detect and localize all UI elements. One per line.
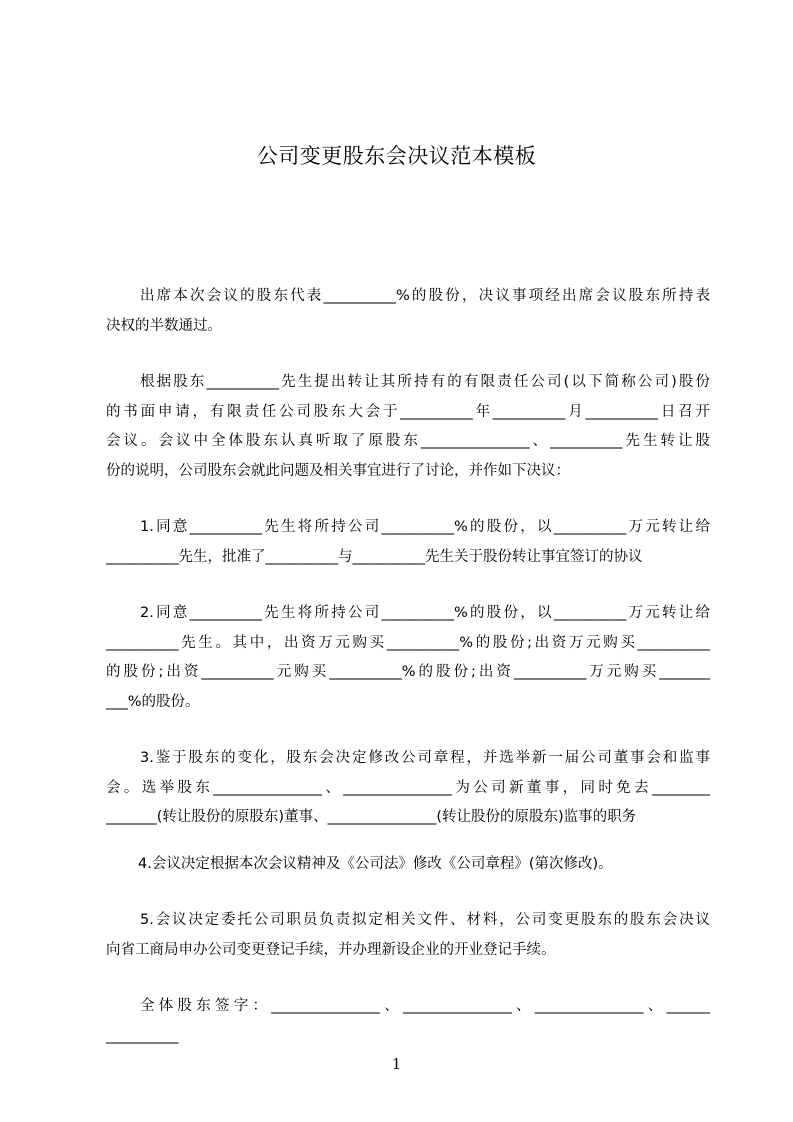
resolution-item-3 xyxy=(106,744,710,833)
text-line: 会。选举股东_______________、_______________为公司新董事，同时免去________ xyxy=(106,779,710,796)
text-line: __________ xyxy=(106,1027,179,1044)
text-line: 全体股东签字：_______________、_______________、_______________、______ xyxy=(140,998,710,1014)
signature-section xyxy=(106,992,710,1051)
text-line: 的股份;出资__________元购买__________%的股份;出资__________万元购买_______ xyxy=(106,664,710,680)
text-line: __________先生。其中，出资万元购买__________%的股份;出资万元购买__________ xyxy=(106,634,710,651)
document-body xyxy=(106,282,710,1051)
text-line: 1.同意__________先生将所持公司__________%的股份，以__________万元转让给 xyxy=(140,519,710,535)
text-line: 决权的半数通过。 xyxy=(106,317,222,334)
resolution-item-2 xyxy=(106,599,710,717)
resolution-item-4 xyxy=(106,850,710,880)
page-number: 1 xyxy=(391,1055,402,1073)
text-line: 份的说明，公司股东会就此问题及相关事宜进行了讨论，并作如下决议： xyxy=(106,462,570,479)
paragraph-background xyxy=(106,368,710,486)
text-line: ___%的股份。 xyxy=(106,693,200,710)
text-line: 向省工商局申办公司变更登记手续，并办理新设企业的开业登记手续。 xyxy=(106,941,556,958)
text-line: 根据股东__________先生提出转让其所持有的有限责任公司(以下简称公司)股份 xyxy=(140,374,710,390)
resolution-item-1 xyxy=(106,513,710,572)
text-line: 2.同意__________先生将所持公司__________%的股份，以__________万元转让给 xyxy=(140,605,710,621)
text-line: _______(转让股份的原股东)董事、_______________(转让股份的原股东)监事的职务 xyxy=(106,809,637,825)
document-title: 公司变更股东会决议范本模板 xyxy=(256,144,537,168)
text-line: __________先生，批准了__________与__________先生关于股份转让事宜签订的协议 xyxy=(106,548,643,565)
paragraph-attendance xyxy=(106,282,710,341)
text-line: 5.会议决定委托公司职员负责拟定相关文件、材料，公司变更股东的股东会决议 xyxy=(140,912,710,928)
text-line: 的书面申请，有限责任公司股东大会于__________年__________月__________日召开 xyxy=(106,403,710,420)
text-line: 4.会议决定根据本次会议精神及《公司法》修改《公司章程》(第次修改)。 xyxy=(138,855,613,872)
text-line: 会议。会议中全体股东认真听取了原股东_______________、__________先生转让股 xyxy=(106,433,710,449)
text-line: 3.鉴于股东的变化，股东会决定修改公司章程，并选举新一届公司董事会和监事 xyxy=(140,750,710,766)
resolution-item-5 xyxy=(106,906,710,965)
text-line: 出席本次会议的股东代表__________%的股份，决议事项经出席会议股东所持表 xyxy=(140,288,710,304)
